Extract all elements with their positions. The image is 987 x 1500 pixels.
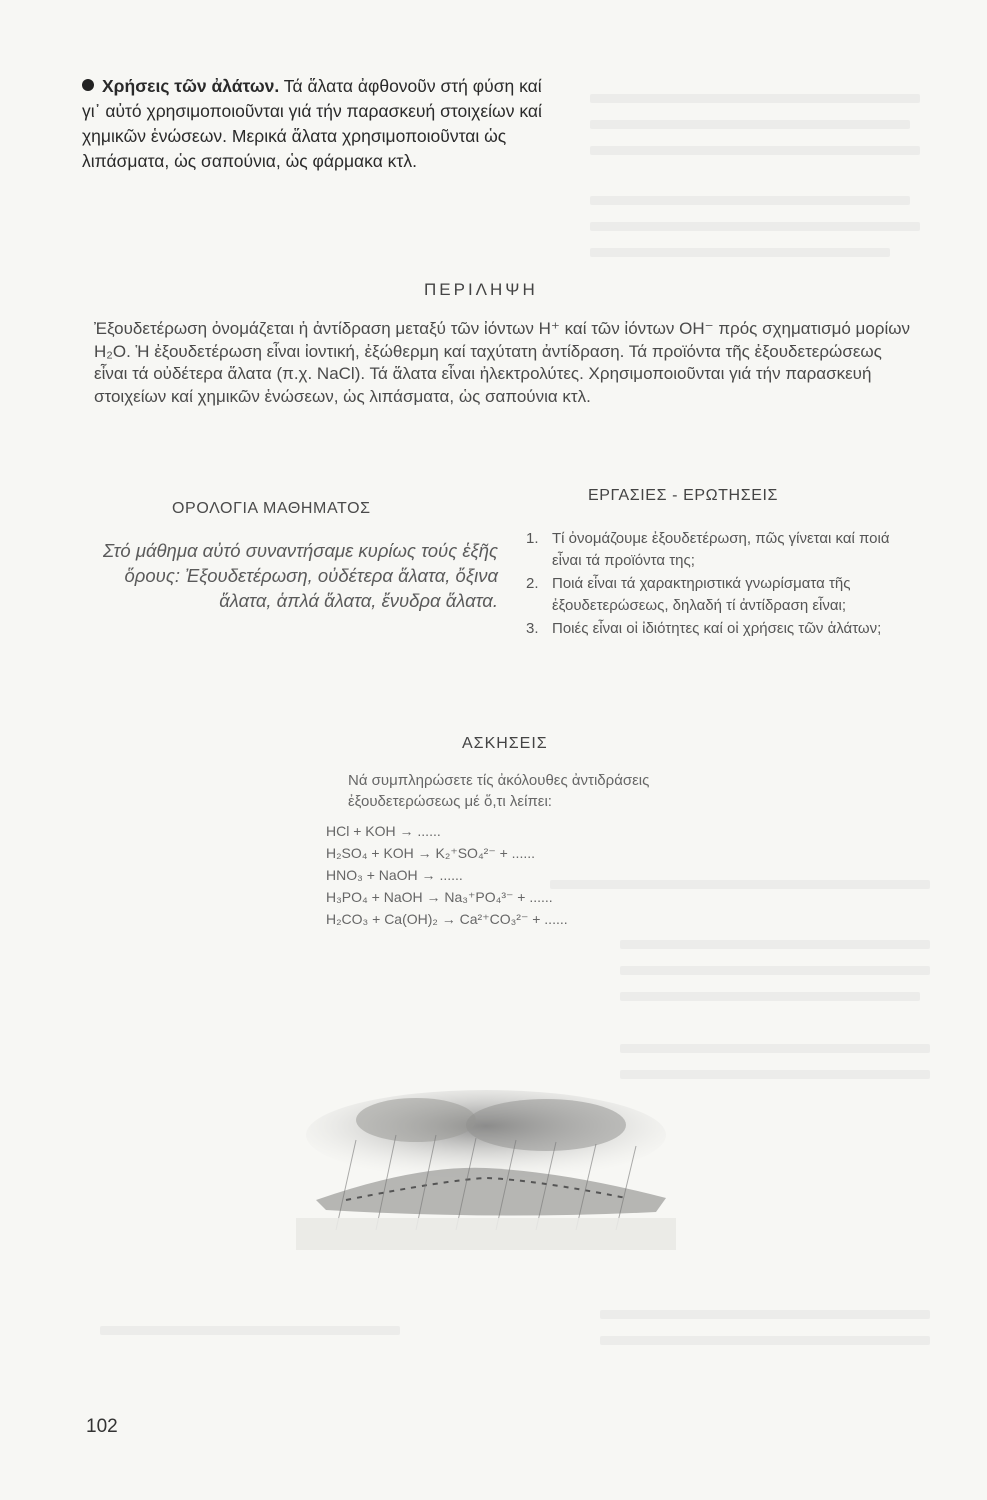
question-item <box>526 573 916 616</box>
illustration-image <box>296 1080 676 1250</box>
equation-item: H₂CO₃ + Ca(OH)₂ → Ca²⁺CO₃²⁻ + ...... <box>326 911 568 927</box>
question-number: 3. <box>526 620 539 637</box>
terminology-title: ΟΡΟΛΟΓΙΑ ΜΑΘΗΜΑΤΟΣ <box>172 500 371 517</box>
question-text: Ποιά εἶναι τά χαρακτηριστικά γνωρίσματα τῆς ἐξουδετερώσεως, δηλαδή τί ἀντίδραση εἶναι; <box>552 575 851 614</box>
page-number: 102 <box>86 1416 118 1437</box>
exercises-intro: Νά συμπληρώσετε τίς ἀκόλουθες ἀντιδράσεις ἐξουδετερώσεως μέ ὅ,τι λείπει: <box>348 772 650 810</box>
question-text: Τί ὀνομάζουμε ἐξουδετέρωση, πῶς γίνεται καί ποιά εἶναι τά προϊόντα της; <box>552 530 890 569</box>
question-text: Ποιές εἶναι οἱ ἰδιότητες καί οἱ χρήσεις τῶν ἁλάτων; <box>552 620 882 637</box>
terminology-text: Στό μάθημα αὐτό συναντήσαμε κυρίως τούς ἑξῆς ὅρους: Ἐξουδετέρωση, οὐδέτερα ἅλατα, ὄξινα ἅλατα, ἁπλά ἅλατα, ἔνυδρα ἅλατα. <box>102 540 498 611</box>
uses-text: Τά ἅλατα ἀφθονοῦν στή φύση καί γι᾽ αὐτό χρησιμοποιοῦνται γιά τήν παρασκευή στοιχείων καί χημικῶν ἑνώσεων. Μερικά ἅλατα χρησιμοποιοῦνται ὡς λιπάσματα, ὡς σαπούνια, ὡς φάρμακα κτλ. <box>82 76 542 171</box>
exercises-title: ΑΣΚΗΣΕΙΣ <box>462 735 548 752</box>
uses-paragraph <box>82 74 562 174</box>
question-item <box>526 528 916 571</box>
equation-item: HNO₃ + NaOH → ...... <box>326 867 463 883</box>
summary-title: ΠΕΡΙΛΗΨΗ <box>424 280 538 299</box>
question-item <box>526 618 916 640</box>
question-number: 1. <box>526 530 539 547</box>
equations-list <box>326 820 746 930</box>
equation-item: H₃PO₄ + NaOH → Na₃⁺PO₄³⁻ + ...... <box>326 889 553 905</box>
questions-list <box>526 528 916 642</box>
summary-text: Ἐξουδετέρωση ὀνομάζεται ἡ ἀντίδραση μεταξύ τῶν ἰόντων H⁺ καί τῶν ἰόντων OH⁻ πρός σχηματισμό μορίων H₂O. Ἡ ἐξουδετέρωση εἶναι ἰοντική, ἐξώθερμη καί ταχύτατη ἀντίδραση. Τά προϊόντα τῆς ἐξουδετερώσεως εἶναι τά οὐδέτερα ἅλατα (π.χ. NaCl). Τά ἅλατα εἶναι ἠλεκτρολύτες. Χρησιμοποιοῦνται γιά τήν παρασκευή στοιχείων καί χημικῶν ἑνώσεων, ὡς λιπάσματα, ὡς σαπούνια κτλ. <box>94 319 911 406</box>
uses-lead: Χρήσεις τῶν ἀλάτων. <box>102 76 280 96</box>
equation-item: H₂SO₄ + KOH → K₂⁺SO₄²⁻ + ...... <box>326 845 536 861</box>
question-number: 2. <box>526 575 539 592</box>
bullet-icon <box>82 79 94 91</box>
questions-title: ΕΡΓΑΣΙΕΣ - ΕΡΩΤΗΣΕΙΣ <box>588 487 779 504</box>
equation-item: HCl + KOH → ...... <box>326 823 441 839</box>
